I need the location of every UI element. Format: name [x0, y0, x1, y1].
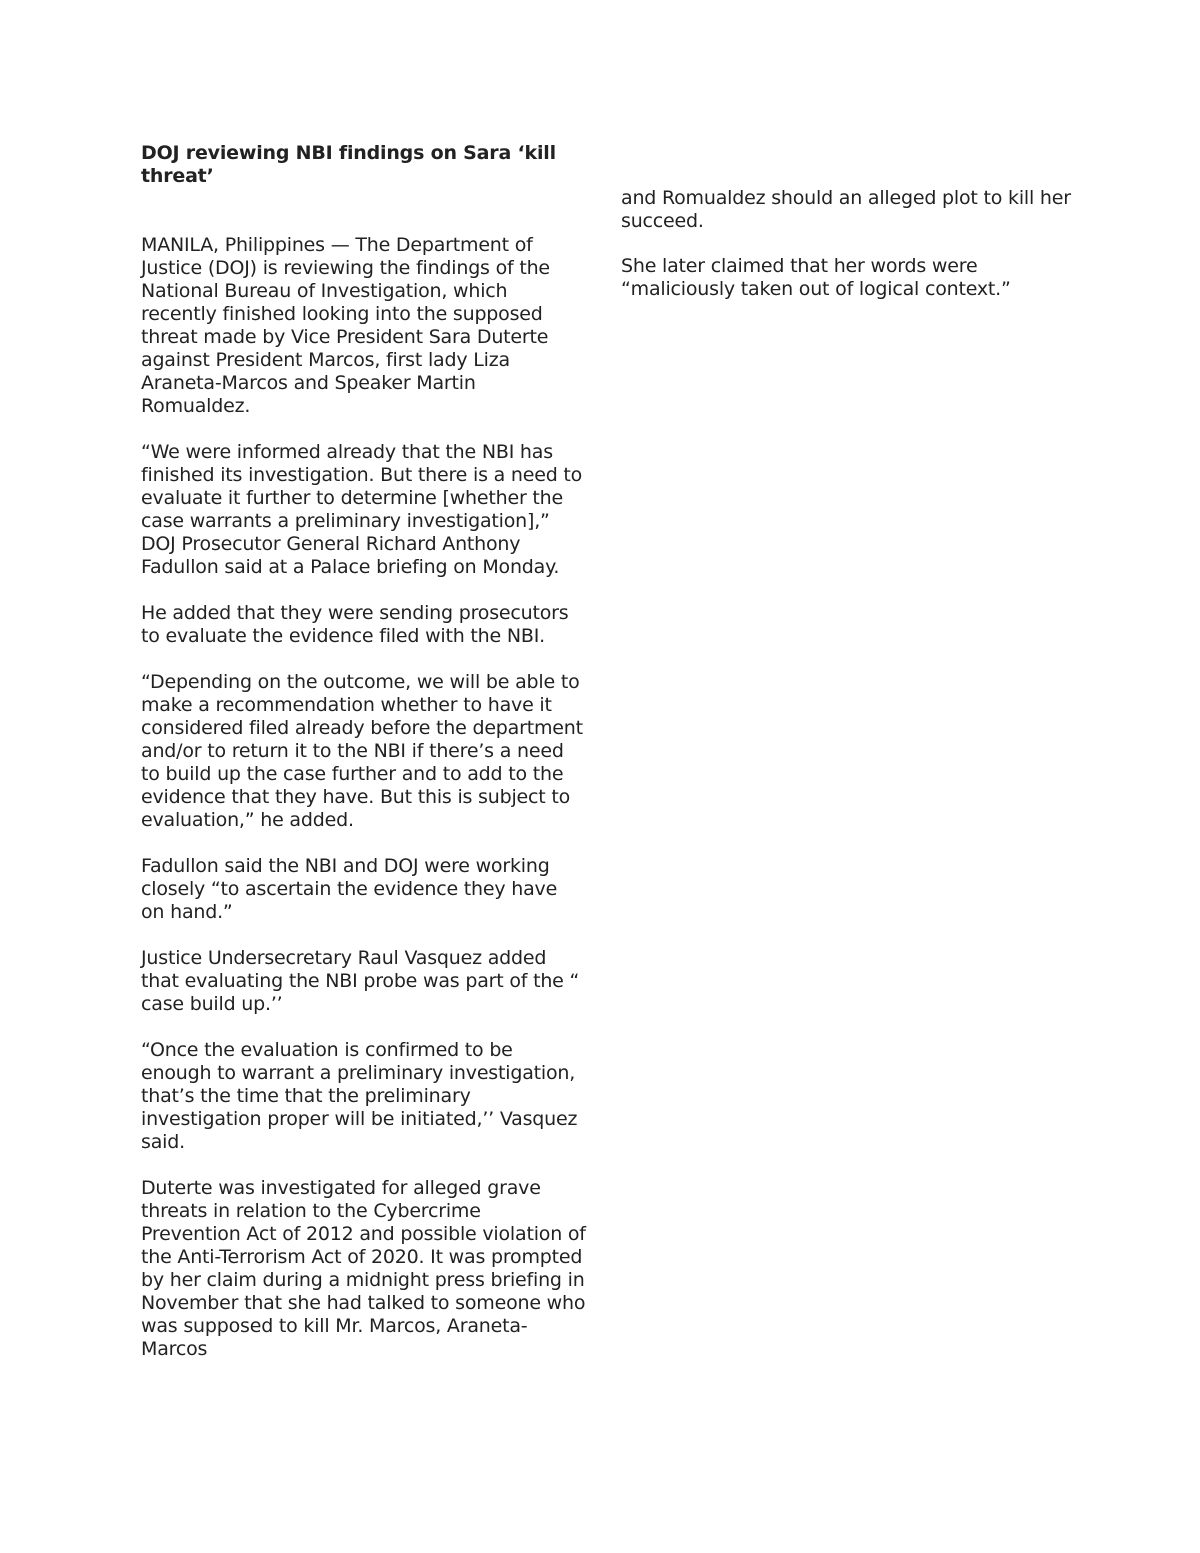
- paragraph: “Once the evaluation is confirmed to be enough to warrant a preliminary investigation, that’s the time that the preliminary investigation proper will be initiated,’’ Vasquez said.: [141, 1039, 578, 1153]
- paragraph: MANILA, Philippines — The Department of Justice (DOJ) is reviewing the findings of the National Bureau of Investigation, which recently finished looking into the supposed threat made by Vice President Sara Duterte against President Marcos, first lady Liza Araneta-Marcos and Speaker Martin Romualdez.: [141, 234, 550, 417]
- paragraph: “We were informed already that the NBI has finished its investigation. But there is a need to evaluate it further to determine [whether the case warrants a preliminary investigation],” DOJ Prosecutor General Richard Anthony Fadullon said at a Palace briefing on Monday.: [141, 441, 583, 578]
- paragraph: Fadullon said the NBI and DOJ were working closely “to ascertain the evidence they have on hand.”: [141, 855, 558, 923]
- paragraph: He added that they were sending prosecutors to evaluate the evidence filed with the NBI.: [141, 602, 569, 647]
- paragraph: She later claimed that her words were “maliciously taken out of logical context.”: [621, 255, 1011, 300]
- paragraph: Duterte was investigated for alleged grave threats in relation to the Cybercrime Prevention Act of 2012 and possible violation of the Anti-Terrorism Act of 2020. It was prompted by her claim during a midnight press briefing in November that she had talked to someone who was supposed to kill Mr. Marcos, Araneta-Marcos: [141, 1177, 586, 1360]
- article-headline: DOJ reviewing NBI findings on Sara ‘kill threat’: [141, 142, 556, 187]
- paragraph: and Romualdez should an alleged plot to kill her succeed.: [621, 187, 1071, 232]
- left-column: [141, 142, 586, 1384]
- paragraph: “Depending on the outcome, we will be able to make a recommendation whether to have it considered filed already before the department and/or to return it to the NBI if there’s a need to build up the case further and to add to the evidence that they have. But this is subject to evaluation,” he added.: [141, 671, 583, 831]
- right-column: [621, 187, 1071, 323]
- paragraph: Justice Undersecretary Raul Vasquez added that evaluating the NBI probe was part of the “ case build up.’’: [141, 947, 580, 1015]
